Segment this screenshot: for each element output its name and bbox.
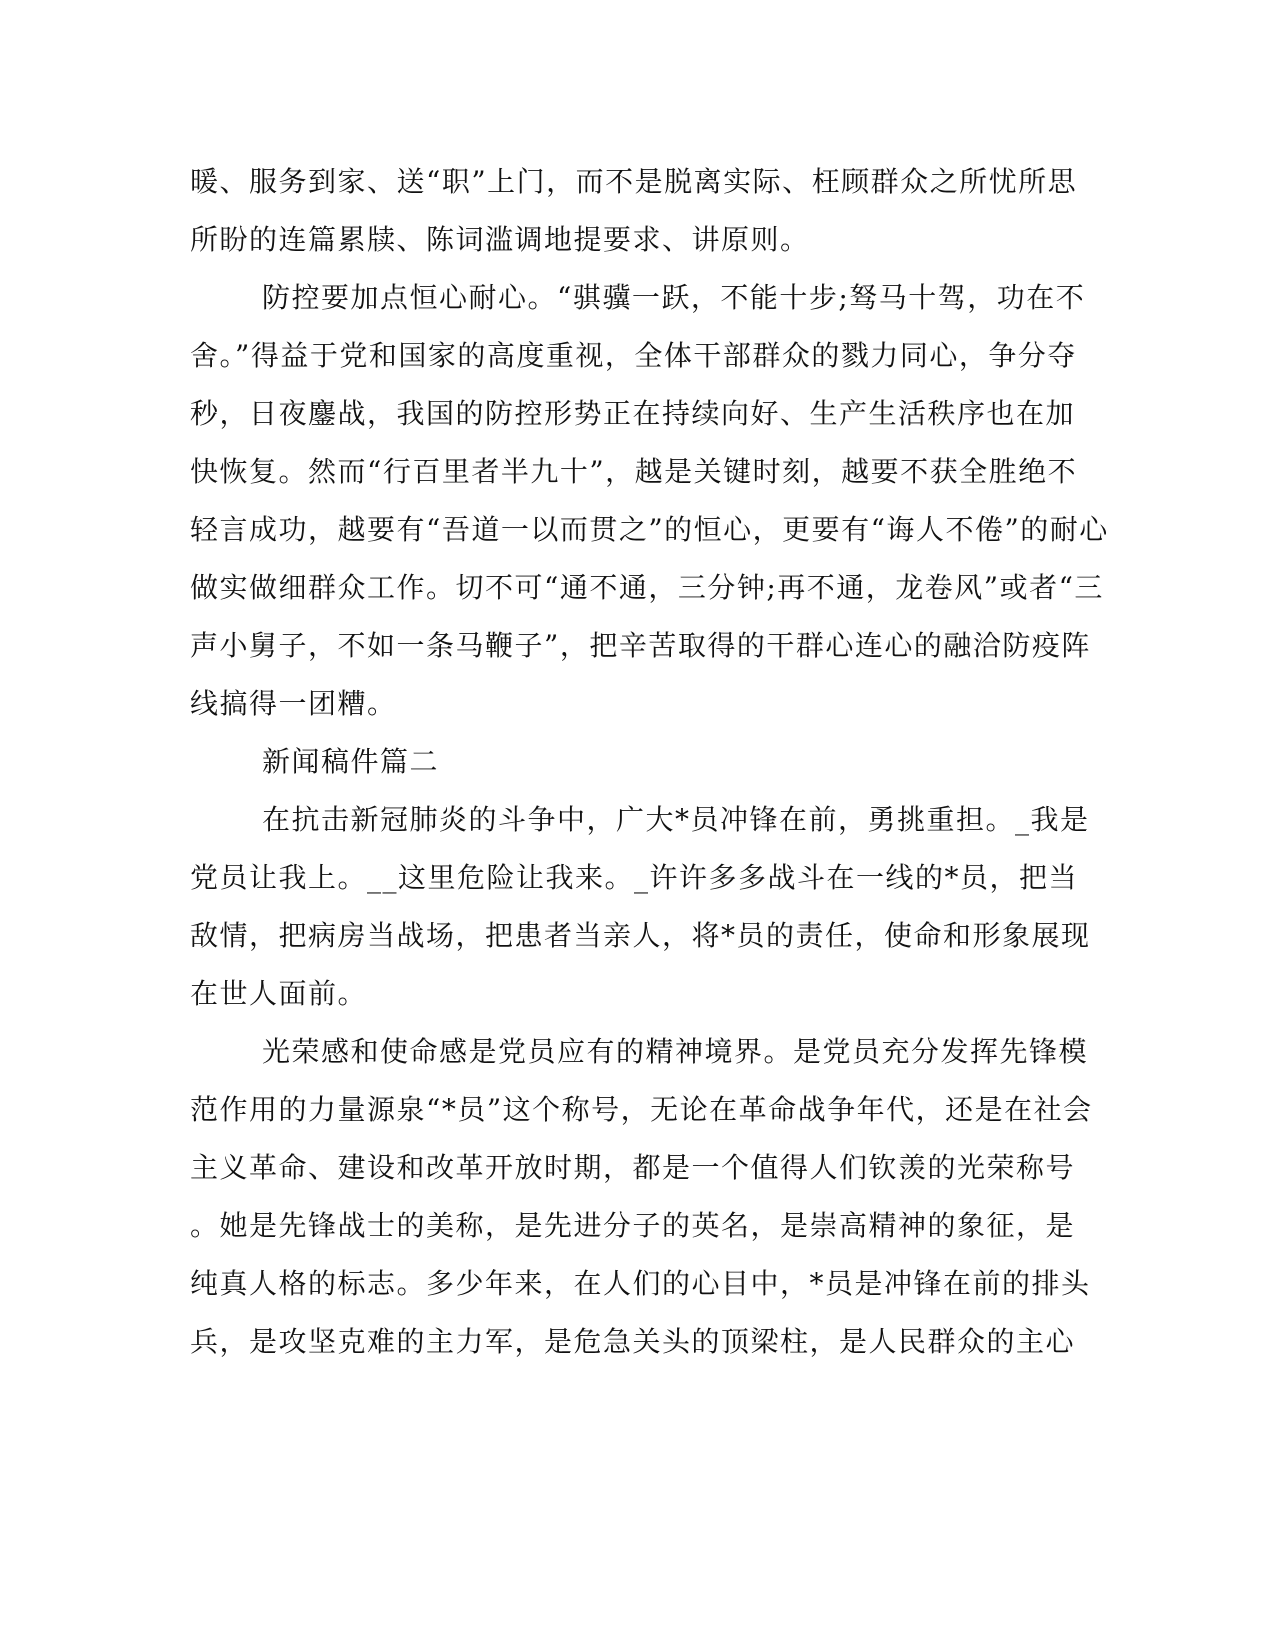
text-line: 党员让我上。__这里危险让我来。_许许多多战斗在一线的*员，把当 [190,861,1079,894]
text-line: 光荣感和使命感是党员应有的精神境界。是党员充分发挥先锋模 [262,1035,1089,1068]
text-line: 声小舅子，不如一条马鞭子”，把辛苦取得的干群心连心的融洽防疫阵 [190,629,1091,662]
text-line: 兵，是攻坚克难的主力军，是危急关头的顶梁柱，是人民群众的主心 [190,1325,1076,1358]
text-line: 在抗击新冠肺炎的斗争中，广大*员冲锋在前，勇挑重担。_我是 [262,803,1090,836]
text-line: 。她是先锋战士的美称，是先进分子的英名，是崇高精神的象征，是 [190,1209,1076,1242]
text-line: 纯真人格的标志。多少年来，在人们的心目中，*员是冲锋在前的排头 [190,1267,1091,1300]
text-line: 在世人面前。 [190,977,368,1010]
section-heading: 新闻稿件篇二 [262,745,440,778]
text-line: 主义革命、建设和改革开放时期，都是一个值得人们钦羡的光荣称号 [190,1151,1076,1184]
text-line: 舍。”得益于党和国家的高度重视，全体干部群众的戮力同心，争分夺 [190,339,1077,372]
text-line: 快恢复。然而“行百里者半九十”，越是关键时刻，越要不获全胜绝不 [190,455,1078,488]
text-line: 所盼的连篇累牍、陈词滥调地提要求、讲原则。 [190,223,810,256]
text-line: 做实做细群众工作。切不可“通不通，三分钟;再不通，龙卷风”或者“三 [190,571,1104,604]
text-line: 暖、服务到家、送“职”上门，而不是脱离实际、枉顾群众之所忧所思 [190,165,1078,198]
text-line: 防控要加点恒心耐心。“骐骥一跃，不能十步;驽马十驾，功在不 [262,281,1086,314]
text-line: 线搞得一团糟。 [190,687,397,720]
text-line: 敌情，把病房当战场，把患者当亲人，将*员的责任，使命和形象展现 [190,919,1091,952]
text-line: 秒，日夜鏖战，我国的防控形势正在持续向好、生产生活秩序也在加 [190,397,1076,430]
text-line: 范作用的力量源泉“*员”这个称号，无论在革命战争年代，还是在社会 [190,1093,1093,1126]
text-line: 轻言成功，越要有“吾道一以而贯之”的恒心，更要有“诲人不倦”的耐心 [190,513,1109,546]
